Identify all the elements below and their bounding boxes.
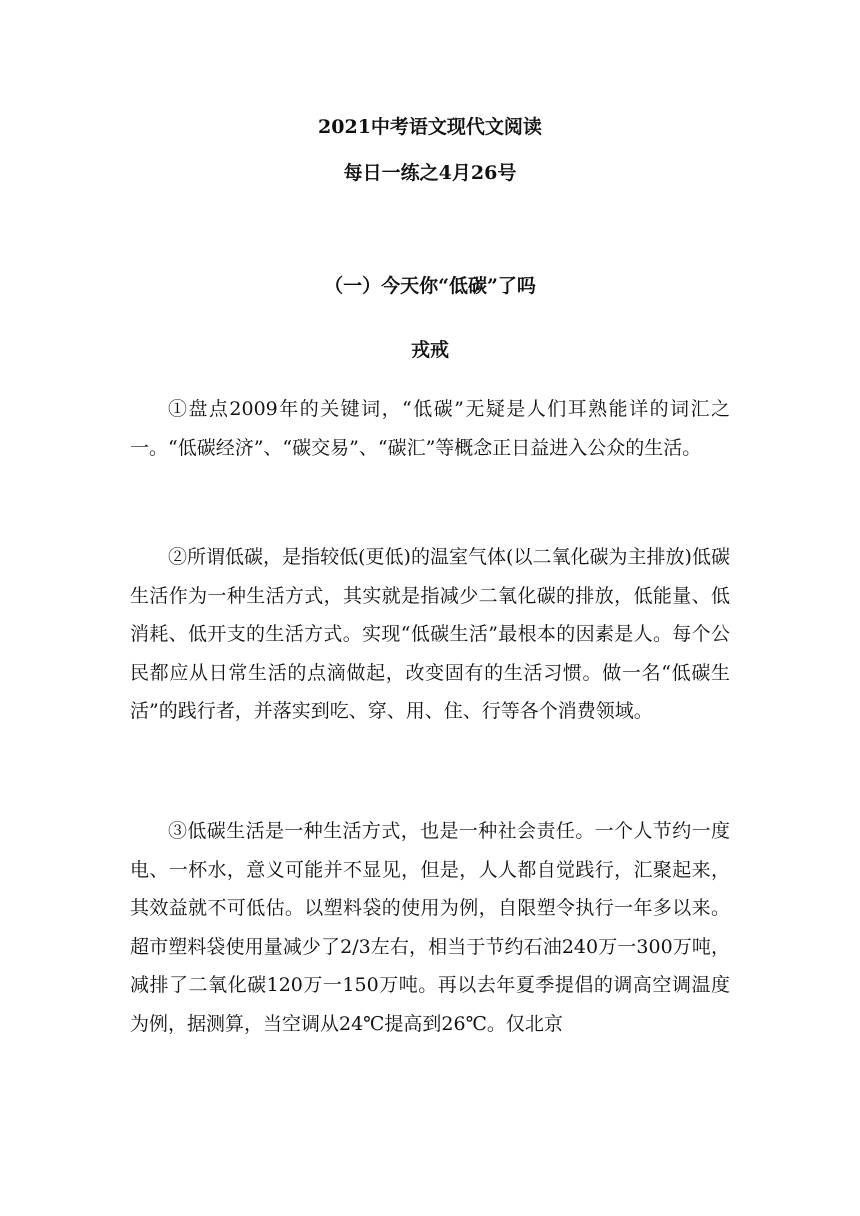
paragraph-3: ③低碳生活是一种生活方式，也是一种社会责任。一个人节约一度电、一杯水，意义可能并不显见，但是，人人都自觉践行，汇聚起来，其效益就不可低估。以塑料袋的使用为例，自限塑令执行一年多以来。超市塑料袋使用量减少了2/3左右，相当于节约石油240万一300万吨，减排了二氧化碳120万一150万吨。再以去年夏季提倡的调高空调温度为例，据测算，当空调从24℃提高到26℃。仅北京 — [130, 820, 730, 1035]
paragraph-1: ①盘点2009年的关键词，“低碳”无疑是人们耳熟能详的词汇之一。“低碳经济”、“碳交易”、“碳汇”等概念正日益进入公众的生活。 — [130, 398, 730, 459]
document-subtitle: 每日一练之4月26号 — [343, 162, 517, 184]
paragraph-2: ②所谓低碳，是指较低(更低)的温室气体(以二氧化碳为主排放)低碳生活作为一种生活方式，其实就是指减少二氧化碳的排放，低能量、低消耗、低开支的生活方式。实现“低碳生活”最根本的因素是人。每个公民都应从日常生活的点滴做起，改变固有的生活习惯。做一名“低碳生活”的践行者，并落实到吃、穿、用、住、行等各个消费领域。 — [130, 546, 730, 722]
article-title: （一）今天你“低碳”了吗 — [324, 275, 536, 297]
article-author: 戎戒 — [410, 339, 449, 361]
document-title: 2021中考语文现代文阅读 — [318, 116, 542, 138]
